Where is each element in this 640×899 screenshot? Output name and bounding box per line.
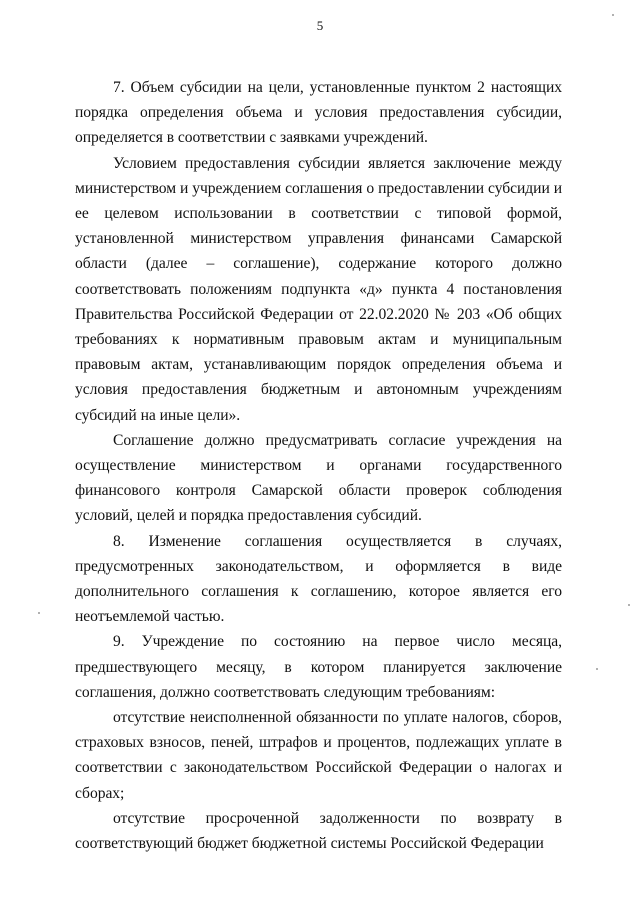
scan-speck <box>628 604 630 606</box>
paragraph-agreement-consent: Соглашение должно предусматривать согласие учреждения на осуществление министерством и органами государственного финансового контроля Самарской области проверок соблюдения условий, целей и порядка предоставления субсидий. <box>75 431 562 525</box>
document-body <box>75 75 562 856</box>
paragraph-requirement-debt: отсутствие просроченной задолженности по возврату в соответствующий бюджет бюджетной системы Российской Федерации <box>75 809 562 853</box>
paragraph-requirement-taxes: отсутствие неисполненной обязанности по уплате налогов, сборов, страховых взносов, пеней, штрафов и процентов, подлежащих уплате в соответствии с законодательством Российской Федерации о налогах и сборах; <box>75 709 562 802</box>
paragraph-agreement-condition: Условием предоставления субсидии является заключение между министерством и учреждением соглашения о предоставлении субсидии и ее целевом использовании в соответствии с типовой формой, установленной министерством управления финансами Самарской области (далее – соглашение), содержание которого должно соответствовать положениям подпункта «д» пункта 4 постановления Правительства Российской Федерации от 22.02.2020 № 203 «Об общих требованиях к нормативным правовым актам и муниципальным правовым актам, устанавливающим порядок определения объема и условия предоставления бюджетным и автономным учреждениям субсидий на иные цели». <box>75 154 562 424</box>
scan-speck <box>612 14 614 16</box>
page-number: 5 <box>316 18 324 33</box>
paragraph-7: 7. Объем субсидии на цели, установленные пунктом 2 настоящих порядка определения объема и условия предоставления субсидии, определяется в соответствии с заявками учреждений. <box>75 79 562 147</box>
paragraph-8: 8. Изменение соглашения осуществляется в случаях, предусмотренных законодательством, и оформляется в виде дополнительного соглашения к соглашению, которое является его неотъемлемой частью. <box>75 532 562 626</box>
scan-speck <box>38 612 40 614</box>
scan-speck <box>596 668 598 670</box>
paragraph-9: 9. Учреждение по состоянию на первое число месяца, предшествующего месяцу, в котором планируется заключение соглашения, должно соответствовать следующим требованиям: <box>75 633 562 701</box>
